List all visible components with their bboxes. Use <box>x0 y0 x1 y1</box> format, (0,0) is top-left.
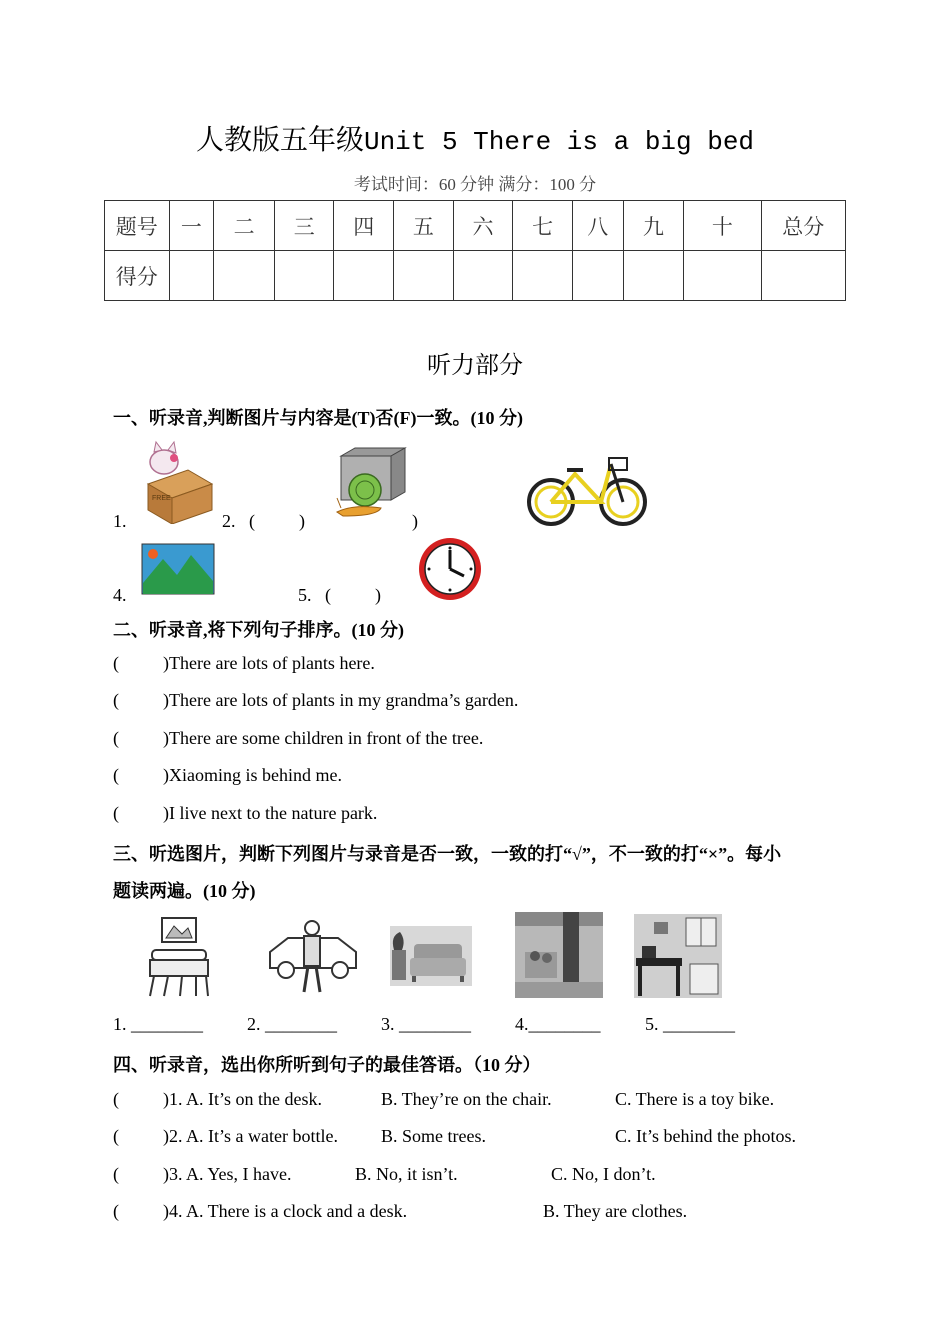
q1-label-2: 2. <box>222 511 236 531</box>
sofa-room-icon <box>390 926 472 986</box>
q4-option-a: )3. A. Yes, I have. <box>163 1164 292 1184</box>
q3-answer-3[interactable]: 3. ________ <box>381 1014 471 1034</box>
q2-sentence: I live next to the nature park. <box>169 803 378 823</box>
q4-item-4: ( )4. A. There is a clock and a desk. <box>113 1201 408 1221</box>
score-cell: 总分 <box>761 201 845 251</box>
clock-icon <box>416 536 484 602</box>
score-input-cell[interactable] <box>453 251 513 301</box>
score-input-cell[interactable] <box>684 251 761 301</box>
svg-text:FREE: FREE <box>152 495 171 502</box>
score-cell: 十 <box>684 201 761 251</box>
score-input-cell[interactable] <box>169 251 214 301</box>
snail-box-icon <box>333 446 407 526</box>
q4-option-b: B. They’re on the chair. <box>381 1089 552 1109</box>
score-cell: 三 <box>274 201 334 251</box>
q3-answer-1[interactable]: 1. ________ <box>113 1014 203 1034</box>
score-input-cell[interactable] <box>214 251 275 301</box>
title-en: Unit 5 There is a big bed <box>363 127 755 157</box>
q4-option-b: B. They are clothes. <box>543 1201 688 1221</box>
score-cell: 九 <box>623 201 684 251</box>
bed-picture-icon <box>146 914 212 998</box>
q1-row1 <box>113 511 127 532</box>
q2-item: ( )There are some children in front of the tree. <box>113 728 484 748</box>
box-cat-icon <box>138 440 214 524</box>
man-car-icon <box>268 916 358 994</box>
score-cell: 七 <box>513 201 573 251</box>
document-title <box>0 118 950 158</box>
score-table-header-row <box>105 201 846 251</box>
q1-label-2-row <box>222 511 305 532</box>
q1-title: 一、听录音,判断图片与内容是(T)否(F)一致。(10 分) <box>113 408 523 428</box>
q1-paren-3: ) <box>412 511 418 531</box>
study-room-icon <box>634 914 722 998</box>
q4-option-a: )1. A. It’s on the desk. <box>163 1089 322 1109</box>
score-table <box>104 200 846 301</box>
q4-option-c: C. No, I don’t. <box>551 1164 656 1184</box>
paren-open: ( <box>249 511 255 531</box>
q2-sentence: Xiaoming is behind me. <box>169 765 342 785</box>
paren-open: ( <box>325 585 331 605</box>
score-cell: 二 <box>214 201 275 251</box>
exam-info: 考试时间：60 分钟 满分：100 分 <box>353 175 597 194</box>
score-table-score-row <box>105 251 846 301</box>
paren-close: ) <box>299 511 305 531</box>
q3-answer-5[interactable]: 5. ________ <box>645 1014 735 1034</box>
q2-sentence: There are lots of plants here. <box>169 653 375 673</box>
q3-answer-4[interactable]: 4.________ <box>515 1014 601 1034</box>
q1-label-4: 4. <box>113 585 127 605</box>
score-cell: 四 <box>334 201 394 251</box>
q2-item: ( )There are lots of plants in my grandma’s garden. <box>113 690 519 710</box>
q2-item: ( )There are lots of plants here. <box>113 653 375 673</box>
score-cell: 八 <box>572 201 623 251</box>
q3-title-line1: 三、听选图片，判断下列图片与录音是否一致，一致的打“√”，不一致的打“×”。每小 <box>113 844 782 864</box>
score-input-cell[interactable] <box>761 251 845 301</box>
q4-item-2: ( )2. A. It’s a water bottle. <box>113 1126 338 1146</box>
q1-label-5: 5. <box>298 585 312 605</box>
q4-option-c: C. There is a toy bike. <box>615 1089 775 1109</box>
q4-option-b: B. Some trees. <box>381 1126 486 1146</box>
bicycle-icon <box>527 450 647 528</box>
score-input-cell[interactable] <box>513 251 573 301</box>
score-cell: 得分 <box>105 251 170 301</box>
q1-label-1: 1. <box>113 511 127 531</box>
q4-option-a: )4. A. There is a clock and a desk. <box>163 1201 408 1221</box>
q4-option-a: )2. A. It’s a water bottle. <box>163 1126 338 1146</box>
score-input-cell[interactable] <box>572 251 623 301</box>
q3-title-line2: 题读两遍。(10 分) <box>113 881 256 901</box>
score-input-cell[interactable] <box>394 251 454 301</box>
q4-option-c: C. It’s behind the photos. <box>615 1126 796 1146</box>
score-input-cell[interactable] <box>274 251 334 301</box>
q3-answer-2[interactable]: 2. ________ <box>247 1014 337 1034</box>
q2-item: ( )I live next to the nature park. <box>113 803 378 823</box>
title-cn: 人教版五年级 <box>195 125 364 156</box>
score-cell: 题号 <box>105 201 170 251</box>
tree-park-icon <box>515 912 603 998</box>
q2-sentence: There are lots of plants in my grandma’s garden. <box>169 690 519 710</box>
score-cell: 一 <box>169 201 214 251</box>
q4-title: 四、听录音，选出你所听到句子的最佳答语。（10 分） <box>113 1055 541 1075</box>
paren-close: ) <box>375 585 381 605</box>
q4-option-b: B. No, it isn’t. <box>355 1164 458 1184</box>
q2-title: 二、听录音,将下列句子排序。(10 分) <box>113 620 404 640</box>
q2-sentence: There are some children in front of the tree. <box>169 728 484 748</box>
score-cell: 五 <box>394 201 454 251</box>
score-input-cell[interactable] <box>334 251 394 301</box>
landscape-picture-icon <box>141 543 215 595</box>
score-cell: 六 <box>453 201 513 251</box>
q4-item-3: ( )3. A. Yes, I have. <box>113 1164 292 1184</box>
q2-item: ( )Xiaoming is behind me. <box>113 765 342 785</box>
section-heading: 听力部分 <box>427 353 523 379</box>
score-input-cell[interactable] <box>623 251 684 301</box>
q4-item-1: ( )1. A. It’s on the desk. <box>113 1089 322 1109</box>
q1-label-5-row <box>298 585 381 606</box>
